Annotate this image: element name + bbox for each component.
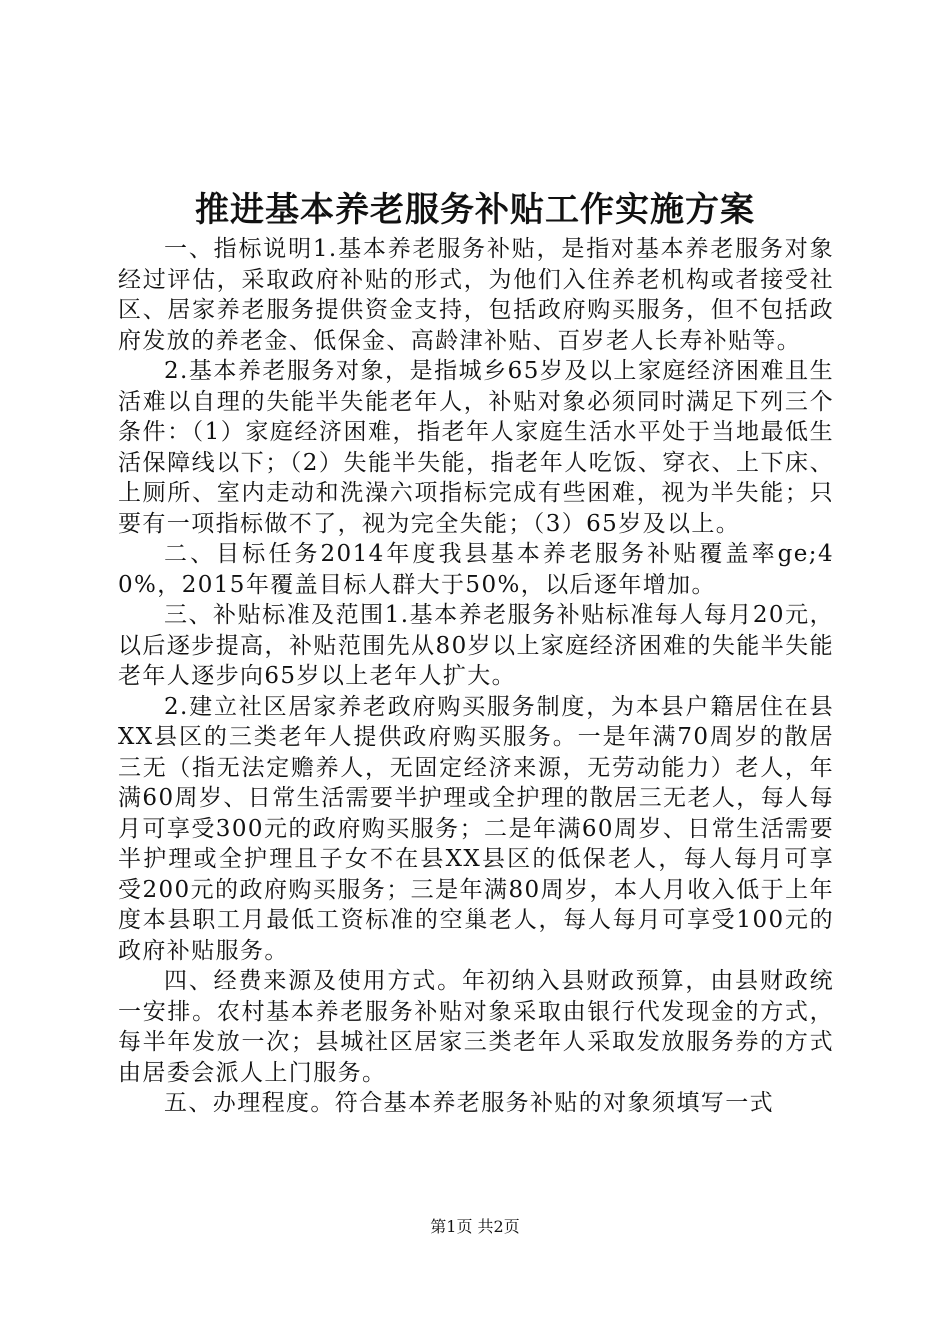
document-title: 推进基本养老服务补贴工作实施方案 bbox=[195, 190, 755, 230]
document-body bbox=[118, 234, 834, 1119]
paragraph-procedure: 五、办理程度。符合基本养老服务补贴的对象须填写一式 bbox=[164, 1090, 774, 1116]
paragraph-funding-source: 四、经费来源及使用方式。年初纳入县财政预算，由县财政统一安排。农村基本养老服务补贴对象采取由银行代发现金的方式，每半年发放一次；县城社区居家三类老年人采取发放服务券的方式由居委会派人上门服务。 bbox=[118, 968, 834, 1086]
paragraph-service-recipients: 2.基本养老服务对象，是指城乡65岁及以上家庭经济困难且生活难以自理的失能半失能老年人，补贴对象必须同时满足下列三个条件：（1）家庭经济困难，指老年人家庭生活水平处于当地最低生活保障线以下；（2）失能半失能，指老年人吃饭、穿衣、上下床、上厕所、室内走动和洗澡六项指标完成有些困难，视为半失能；只要有一项指标做不了，视为完全失能；（3）65岁及以上。 bbox=[118, 358, 834, 537]
paragraph-subsidy-standards: 三、补贴标准及范围1.基本养老服务补贴标准每人每月20元，以后逐步提高，补贴范围先从80岁以上家庭经济困难的失能半失能老年人逐步向65岁以上老年人扩大。 bbox=[118, 602, 834, 689]
page-number-footer: 第1页 共2页 bbox=[430, 1217, 520, 1236]
paragraph-indicator-description: 一、指标说明1.基本养老服务补贴，是指对基本养老服务对象经过评估，采取政府补贴的形式，为他们入住养老机构或者接受社区、居家养老服务提供资金支持，包括政府购买服务，但不包括政府发放的养老金、低保金、高龄津补贴、百岁老人长寿补贴等。 bbox=[118, 236, 834, 354]
paragraph-target-tasks: 二、目标任务2014年度我县基本养老服务补贴覆盖率ge;40%，2015年覆盖目标人群大于50%，以后逐年增加。 bbox=[118, 541, 834, 598]
paragraph-purchase-services: 2.建立社区居家养老政府购买服务制度，为本县户籍居住在县XX县区的三类老年人提供政府购买服务。一是年满70周岁的散居三无（指无法定赡养人，无固定经济来源，无劳动能力）老人，年满60周岁、日常生活需要半护理或全护理的散居三无老人，每人每月可享受300元的政府购买服务；二是年满60周岁、日常生活需要半护理或全护理且子女不在县XX县区的低保老人，每人每月可享受200元的政府购买服务；三是年满80周岁，本人月收入低于上年度本县职工月最低工资标准的空巢老人，每人每月可享受100元的政府补贴服务。 bbox=[118, 693, 834, 964]
